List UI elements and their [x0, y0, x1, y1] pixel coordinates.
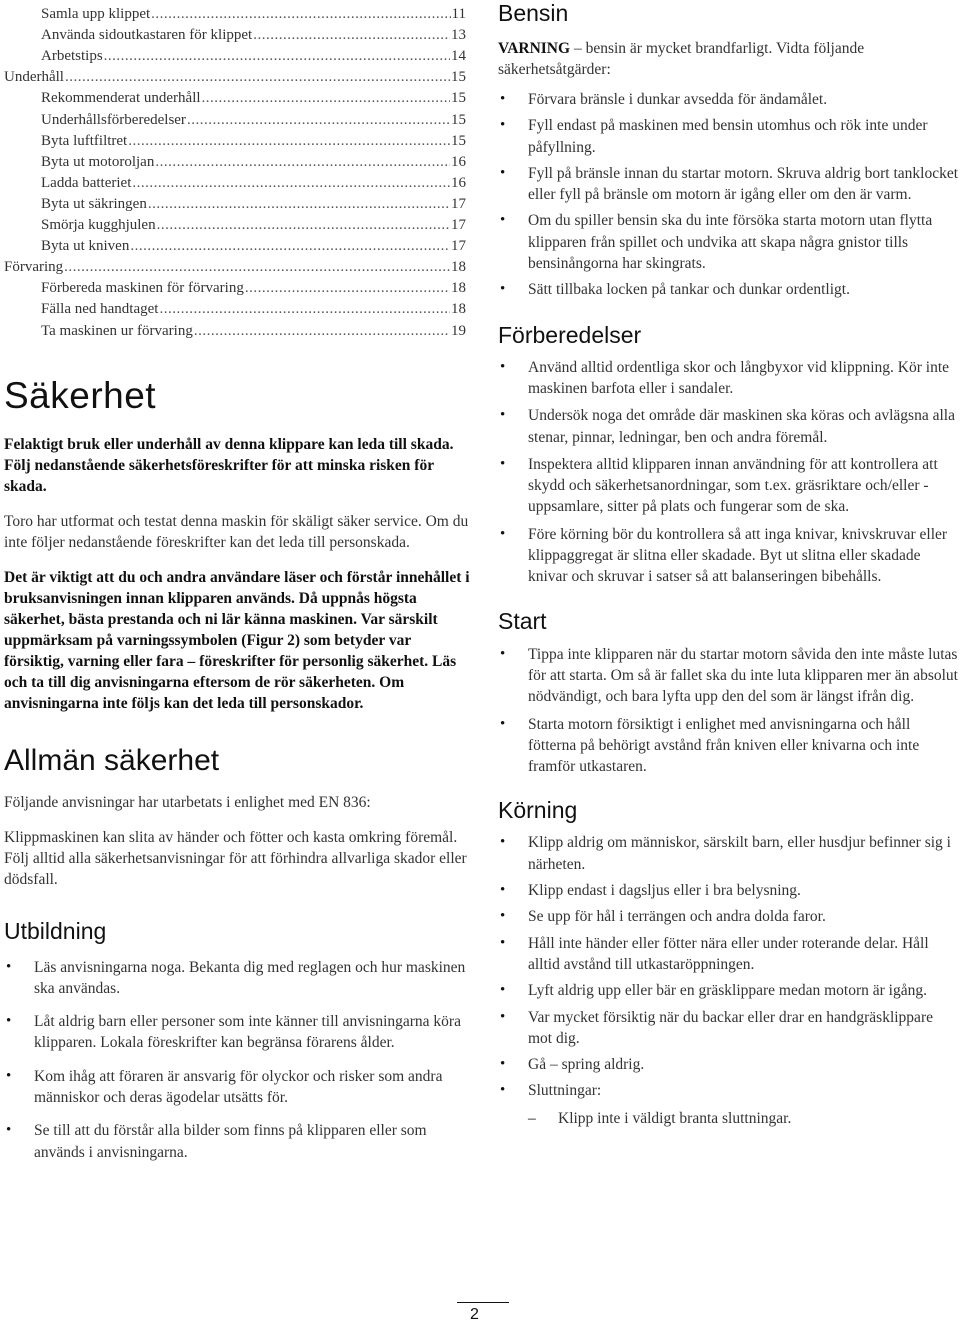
general-p1: Följande anvisningar har utarbetats i enlighet med EN 836: — [4, 793, 371, 811]
section-title-driving: Körning — [498, 797, 578, 824]
table-of-contents — [4, 4, 470, 342]
toc-leader-dots — [202, 88, 450, 109]
toc-entry-page: 17 — [451, 238, 466, 255]
toc-entry-page: 11 — [451, 6, 466, 23]
toc-entry-page: 15 — [451, 69, 466, 86]
safety-intro-bold: Felaktigt bruk eller underhåll av denna klippare kan leda till skada. Följ nedanstående säkerhetsföreskrifter för att minska risken för skada. — [4, 435, 454, 495]
toc-leader-dots — [157, 215, 450, 236]
prep-list — [498, 357, 960, 588]
section-title-fuel: Bensin — [498, 0, 569, 26]
list-item: • Sätt tillbaka locken på tankar och dunkar ordentligt. — [498, 279, 960, 300]
list-item: • Kom ihåg att föraren är ansvarig för olyckor och risker som andra människor och deras ägodelar utsätts för. — [4, 1066, 470, 1109]
toc-entry-title: Använda sidoutkastaren för klippet — [41, 27, 253, 44]
list-item: • Fyll på bränsle innan du startar motorn. Skruva aldrig bort tanklocket eller fyll på bränsle om motorn är igång eller om den är varm. — [498, 163, 960, 206]
toc-leader-dots — [245, 278, 450, 299]
list-item: • Tippa inte klipparen när du startar motorn såvida den inte måste lutas för att starta. Om så är fallet ska du inte luta klipparen mer än absolut nödvändigt, och bara lyfta upp den del som är längst ifrån dig. — [498, 644, 960, 708]
toc-entry — [4, 236, 470, 257]
footer-rule — [457, 1302, 509, 1303]
toc-entry-title: Rekommenderat underhåll — [41, 90, 201, 107]
section-title-general-safety: Allmän säkerhet — [4, 743, 220, 777]
left-column — [4, 4, 470, 1163]
page-number: 2 — [470, 1306, 479, 1323]
list-item: • Inspektera alltid klipparen innan användning för att kontrollera att skydd och säkerhetsanordningar, som t.ex. gräsriktare och/eller -uppsamlare, sitter på plats och fungerar som de ska. — [498, 454, 960, 518]
toc-entry-title: Underhållsförberedelser — [41, 111, 186, 128]
toc-entry-title: Byta ut motoroljan — [41, 153, 155, 170]
toc-entry — [4, 25, 470, 46]
general-p2: Klippmaskinen kan slita av händer och fötter och kasta omkring föremål. Följ alltid alla säkerhetsanvisningar för att förhindra allvarliga skador eller dödsfall. — [4, 828, 467, 888]
list-item: • Sluttningar: — [498, 1080, 960, 1101]
list-item: • Se till att du förstår alla bilder som finns på klipparen eller som används i anvisningarna. — [4, 1120, 470, 1163]
list-item: • Låt aldrig barn eller personer som inte känner till anvisningarna köra klipparen. Lokala föreskrifter kan begränsa förarens ålder. — [4, 1011, 470, 1054]
warning-label: VARNING — [498, 40, 571, 57]
toc-entry — [4, 257, 470, 278]
toc-entry — [4, 320, 470, 341]
toc-entry — [4, 278, 470, 299]
toc-leader-dots — [148, 194, 450, 215]
list-item: • Var mycket försiktig när du backar eller drar en handgräsklippare mot dig. — [498, 1007, 960, 1050]
toc-entry-title: Förvaring — [4, 259, 64, 276]
safety-important: Det är viktigt att du och andra användare läser och förstår innehållet i bruksanvisningen innan klipparen används. Då uppnås högsta säkerhet, bästa prestanda och ni lär känna maskinen. Var särskilt uppmärksam på varningssymbolen (Figur 2) som betyder var försiktig, varning eller fara – föreskrifter för personlig säkerhet. Läs och ta till dig anvisningarna eftersom de rör säkerheten. Om anvisningarna inte följs kan det leda till personskador. — [4, 568, 470, 712]
list-item: • Fyll endast på maskinen med bensin utomhus och rök inte under påfyllning. — [498, 115, 960, 158]
toc-entry-page: 17 — [451, 217, 466, 234]
toc-entry-title: Underhåll — [4, 69, 64, 86]
list-item: • Starta motorn försiktigt i enlighet med anvisningarna och håll fötterna på behörigt avstånd från kniven eller knivarna och inte framför utkastaren. — [498, 714, 960, 778]
toc-entry-title: Ta maskinen ur förvaring — [41, 322, 193, 339]
list-item: • Läs anvisningarna noga. Bekanta dig med reglagen och hur maskinen ska användas. — [4, 957, 470, 1000]
toc-entry — [4, 299, 470, 320]
toc-entry-page: 16 — [451, 174, 466, 191]
list-item: • Klipp endast i dagsljus eller i bra belysning. — [498, 880, 960, 901]
toc-leader-dots — [187, 110, 450, 131]
toc-leader-dots — [130, 236, 450, 257]
toc-entry-title: Fälla ned handtaget — [41, 301, 159, 318]
warning-text: – bensin är mycket brandfarligt. Vidta följande säkerhetsåtgärder: — [498, 40, 865, 78]
toc-entry-title: Byta luftfiltret — [41, 132, 128, 149]
toc-leader-dots — [151, 4, 450, 25]
section-title-safety: Säkerhet — [4, 374, 157, 416]
toc-entry-page: 18 — [451, 259, 466, 276]
toc-leader-dots — [159, 299, 450, 320]
fuel-warning — [498, 38, 960, 80]
fuel-list — [498, 89, 960, 301]
toc-entry — [4, 194, 470, 215]
list-item: • Se upp för hål i terrängen och andra dolda faror. — [498, 906, 960, 927]
toc-entry-title: Samla upp klippet — [41, 6, 151, 23]
slopes-sublist — [528, 1108, 960, 1129]
toc-entry-title: Förbereda maskinen för förvaring — [41, 280, 244, 297]
toc-entry-page: 16 — [451, 153, 466, 170]
sub-list-item: – Klipp inte i väldigt branta sluttningar. — [528, 1108, 960, 1129]
toc-leader-dots — [128, 131, 450, 152]
toc-entry-title: Smörja kugghjulen — [41, 217, 156, 234]
toc-leader-dots — [194, 321, 450, 342]
toc-leader-dots — [253, 25, 450, 46]
list-item: • Förvara bränsle i dunkar avsedda för ändamålet. — [498, 89, 960, 110]
toc-entry — [4, 215, 470, 236]
toc-leader-dots — [132, 173, 450, 194]
toc-leader-dots — [104, 46, 450, 67]
list-item: • Undersök noga det område där maskinen ska köras och avlägsna alla stenar, pinnar, ledningar, ben och andra föremål. — [498, 405, 960, 448]
list-item: • Gå – spring aldrig. — [498, 1054, 960, 1075]
list-item: • Om du spiller bensin ska du inte försöka starta motorn utan flytta klipparen från spillet och undvika att skapa några gnistor tills bensinångorna har skingrats. — [498, 210, 960, 274]
section-title-training: Utbildning — [4, 917, 107, 944]
right-column — [498, 0, 960, 1129]
toc-entry — [4, 88, 470, 109]
start-list — [498, 644, 960, 778]
list-item: • Klipp aldrig om människor, särskilt barn, eller husdjur befinner sig i närheten. — [498, 832, 960, 875]
toc-entry — [4, 152, 470, 173]
toc-entry-page: 13 — [451, 27, 466, 44]
toc-entry — [4, 4, 470, 25]
list-item: • Lyft aldrig upp eller bär en gräsklippare medan motorn är igång. — [498, 980, 960, 1001]
toc-entry-title: Ladda batteriet — [41, 174, 132, 191]
toc-entry-page: 17 — [451, 195, 466, 212]
toc-entry — [4, 131, 470, 152]
section-title-start: Start — [498, 607, 547, 634]
toc-entry-page: 15 — [451, 111, 466, 128]
list-item: • Före körning bör du kontrollera så att inga knivar, knivskruvar eller klippaggregat är slitna eller skadade. Byt ut slitna eller skadade knivar och skruvar i satser så att balanseringen bibehålls. — [498, 524, 960, 588]
toc-entry-page: 19 — [451, 322, 466, 339]
training-list — [4, 957, 470, 1163]
toc-entry — [4, 46, 470, 67]
toc-entry — [4, 67, 470, 88]
toc-entry-page: 14 — [451, 48, 466, 65]
toc-entry-title: Arbetstips — [41, 48, 103, 65]
driving-list — [498, 832, 960, 1101]
toc-leader-dots — [65, 67, 450, 88]
toc-entry-page: 15 — [451, 90, 466, 107]
toc-leader-dots — [64, 257, 450, 278]
toc-entry-title: Byta ut kniven — [41, 238, 130, 255]
toc-entry — [4, 109, 470, 130]
toc-leader-dots — [155, 152, 450, 173]
toc-entry — [4, 173, 470, 194]
toc-entry-page: 18 — [451, 280, 466, 297]
toc-entry-title: Byta ut säkringen — [41, 195, 147, 212]
section-title-preparation: Förberedelser — [498, 321, 642, 348]
toc-entry-page: 18 — [451, 301, 466, 318]
list-item: • Använd alltid ordentliga skor och långbyxor vid klippning. Kör inte maskinen barfota eller i sandaler. — [498, 357, 960, 400]
toc-entry-page: 15 — [451, 132, 466, 149]
list-item: • Håll inte händer eller fötter nära eller under roterande delar. Håll alltid avstånd till utkastaröppningen. — [498, 933, 960, 976]
safety-intro-plain: Toro har utformat och testat denna maskin för skäligt säker service. Om du inte följer nedanstående föreskrifter kan det leda till personskada. — [4, 512, 469, 551]
